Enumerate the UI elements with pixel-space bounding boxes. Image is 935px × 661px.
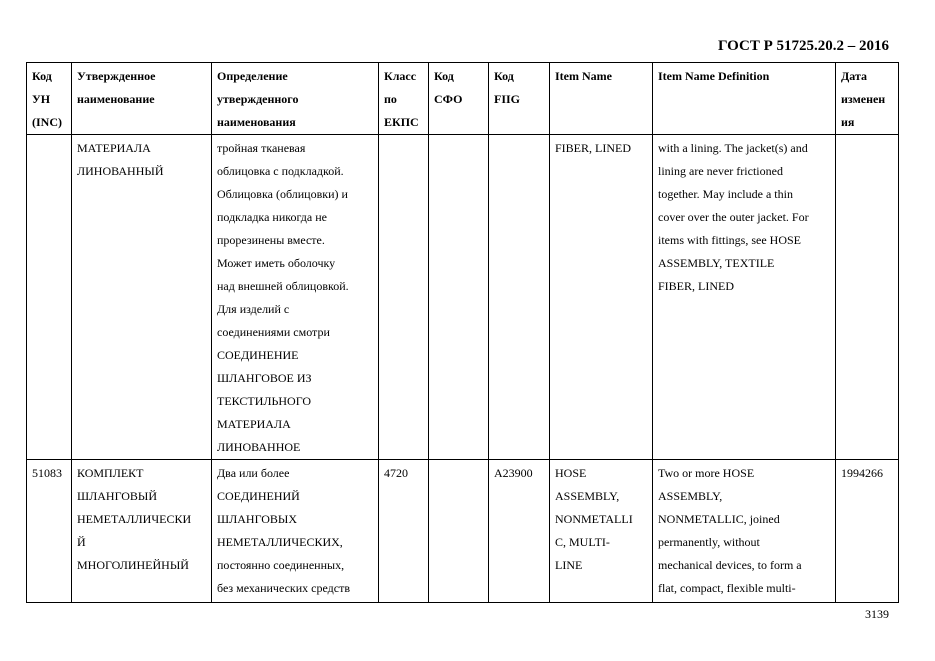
cell-line: NONMETALLI — [555, 512, 633, 526]
cell-line: mechanical devices, to form a — [658, 558, 802, 572]
cell-approved-name — [72, 460, 212, 603]
cell-item-definition — [653, 460, 836, 603]
cell-line: ШЛАНГОВОЕ ИЗ — [217, 371, 312, 385]
cell-line: подкладка никогда не — [217, 210, 327, 224]
cell-line: permanently, without — [658, 535, 760, 549]
header-line: ЕКПС — [384, 115, 419, 129]
cell-line: 51083 — [32, 466, 62, 480]
cell-date — [836, 460, 899, 603]
header-line: (INC) — [32, 115, 62, 129]
header-line: СФО — [434, 92, 463, 106]
cell-line: тройная тканевая — [217, 141, 306, 155]
column-header-fiig — [489, 63, 550, 135]
cell-line: HOSE — [555, 466, 587, 480]
header-line: FIIG — [494, 92, 521, 106]
column-header-date — [836, 63, 899, 135]
cell-line: ЛИНОВАННОЕ — [217, 440, 301, 454]
header-line: ия — [841, 115, 855, 129]
cell-line: соединениями смотри — [217, 325, 330, 339]
cell-line: FIBER, LINED — [555, 141, 631, 155]
header-line: наименования — [217, 115, 296, 129]
cell-class — [379, 135, 429, 460]
cell-sfo — [429, 460, 489, 603]
cell-line: 1994266 — [841, 466, 883, 480]
cell-line: КОМПЛЕКТ — [77, 466, 144, 480]
cell-approved-name — [72, 135, 212, 460]
document-code: ГОСТ Р 51725.20.2 – 2016 — [717, 38, 889, 54]
cell-definition — [212, 135, 379, 460]
cell-item-name — [550, 460, 653, 603]
cell-line: Облицовка (облицовки) и — [217, 187, 348, 201]
header-line: по — [384, 92, 397, 106]
cell-line: ASSEMBLY, — [658, 489, 723, 503]
cell-line: A23900 — [494, 466, 533, 480]
column-header-definition — [212, 63, 379, 135]
header-line: Код — [32, 69, 52, 83]
header-line: утвержденного — [217, 92, 299, 106]
cell-line: lining are never frictioned — [658, 164, 783, 178]
cell-inc — [27, 460, 72, 603]
cell-line: items with fittings, see HOSE — [658, 233, 801, 247]
page-number: 3139 — [865, 607, 889, 621]
cell-line: МАТЕРИАЛА — [77, 141, 151, 155]
cell-sfo — [429, 135, 489, 460]
cell-line: flat, compact, flexible multi- — [658, 581, 796, 595]
header-line: изменен — [841, 92, 886, 106]
cell-line: НЕМЕТАЛЛИЧЕСКИ — [77, 512, 192, 526]
column-header-inc — [27, 63, 72, 135]
header-line: Класс — [384, 69, 417, 83]
header-line: Определение — [217, 69, 288, 83]
cell-line: МНОГОЛИНЕЙНЫЙ — [77, 558, 189, 572]
cell-line: Для изделий с — [217, 302, 290, 316]
cell-definition — [212, 460, 379, 603]
header-line: Item Name Definition — [658, 69, 770, 83]
cell-line: облицовка с подкладкой. — [217, 164, 344, 178]
column-header-item-definition — [653, 63, 836, 135]
cell-line: ШЛАНГОВЫЙ — [77, 489, 158, 503]
cell-line: НЕМЕТАЛЛИЧЕСКИХ, — [217, 535, 343, 549]
column-header-item-name — [550, 63, 653, 135]
cell-line: Й — [77, 535, 86, 549]
cell-inc — [27, 135, 72, 460]
cell-item-definition — [653, 135, 836, 460]
cell-line: ЛИНОВАННЫЙ — [77, 164, 164, 178]
cell-line: над внешней облицовкой. — [217, 279, 349, 293]
cell-fiig — [489, 135, 550, 460]
cell-line: C, MULTI- — [555, 535, 610, 549]
cell-line: ASSEMBLY, TEXTILE — [658, 256, 775, 270]
cell-line: NONMETALLIC, joined — [658, 512, 780, 526]
cell-line: with a lining. The jacket(s) and — [658, 141, 808, 155]
header-line: Дата — [841, 69, 867, 83]
header-line: наименование — [77, 92, 155, 106]
column-header-sfo — [429, 63, 489, 135]
cell-line: СОЕДИНЕНИЕ — [217, 348, 299, 362]
cell-line: cover over the outer jacket. For — [658, 210, 809, 224]
cell-line: ШЛАНГОВЫХ — [217, 512, 298, 526]
header-line: Код — [494, 69, 514, 83]
cell-class — [379, 460, 429, 603]
cell-line: 4720 — [384, 466, 408, 480]
cell-line: Может иметь оболочку — [217, 256, 336, 270]
cell-line: постоянно соединенных, — [217, 558, 345, 572]
column-header-class — [379, 63, 429, 135]
cell-line: Two or more HOSE — [658, 466, 755, 480]
standard-table — [26, 62, 899, 603]
cell-line: LINE — [555, 558, 583, 572]
cell-line: ТЕКСТИЛЬНОГО — [217, 394, 312, 408]
cell-date — [836, 135, 899, 460]
cell-line: Два или более — [217, 466, 290, 480]
cell-item-name — [550, 135, 653, 460]
cell-fiig — [489, 460, 550, 603]
header-line: Утвержденное — [77, 69, 156, 83]
cell-line: ASSEMBLY, — [555, 489, 620, 503]
header-line: Item Name — [555, 69, 612, 83]
cell-line: МАТЕРИАЛА — [217, 417, 291, 431]
cell-line: прорезинены вместе. — [217, 233, 325, 247]
table-row — [27, 460, 899, 603]
cell-line: СОЕДИНЕНИЙ — [217, 489, 300, 503]
header-line: УН — [32, 92, 51, 106]
cell-line: FIBER, LINED — [658, 279, 734, 293]
column-header-approved-name — [72, 63, 212, 135]
header-line: Код — [434, 69, 454, 83]
cell-line: together. May include a thin — [658, 187, 793, 201]
header-row — [27, 63, 899, 135]
cell-line: без механических средств — [217, 581, 351, 595]
table-row — [27, 135, 899, 460]
